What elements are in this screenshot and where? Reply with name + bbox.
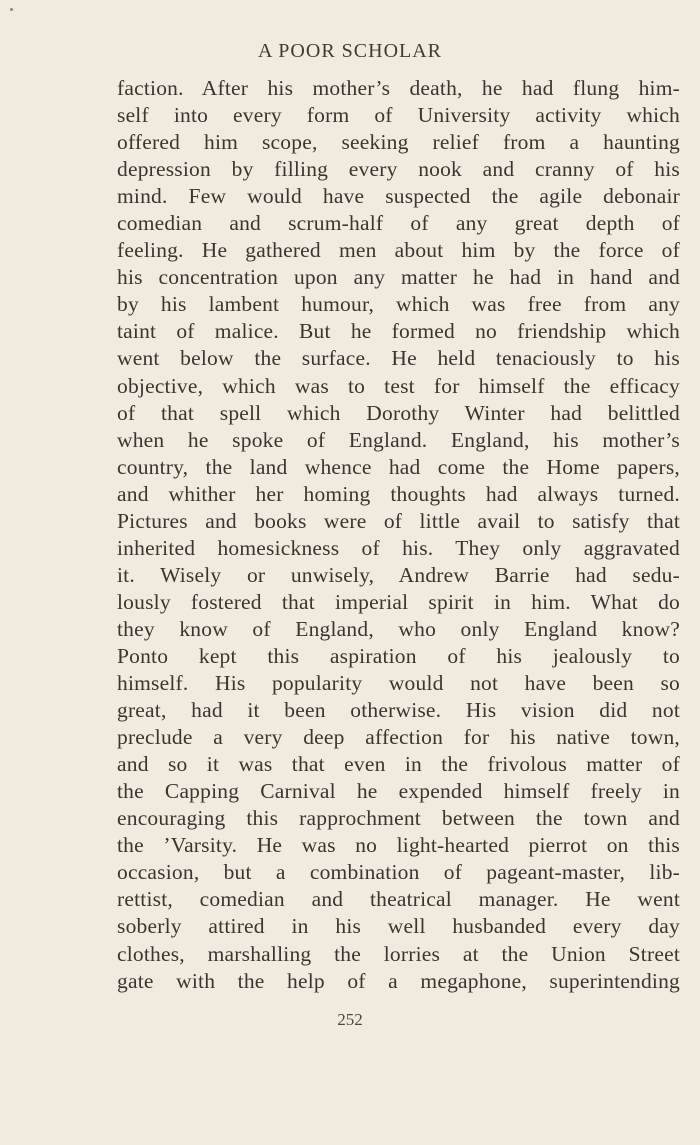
page-number: 252	[337, 1010, 363, 1029]
text-line: faction. After his mother’s death, he had flung him-	[117, 76, 680, 100]
text-line: occasion, but a combination of pageant-master, lib-	[117, 860, 680, 885]
text-line: of that spell which Dorothy Winter had belittled	[117, 400, 680, 425]
text-line: and whither her homing thoughts had always turned.	[117, 481, 680, 506]
text-line: and so it was that even in the frivolous matter of	[117, 752, 680, 777]
text-line: preclude a very deep affection for his native town,	[117, 725, 680, 750]
text-line: it. Wisely or unwisely, Andrew Barrie had sedu-	[117, 562, 680, 587]
text-line: by his lambent humour, which was free from any	[117, 292, 680, 317]
text-line: great, had it been otherwise. His vision did not	[117, 698, 680, 723]
text-line: gate with the help of a megaphone, superintending	[117, 968, 680, 993]
text-line: lously fostered that imperial spirit in him. What do	[117, 589, 680, 614]
text-line: self into every form of University activity which	[117, 103, 680, 128]
running-head: A POOR SCHOLAR	[257, 40, 443, 62]
text-line: encouraging this rapprochment between the town and	[117, 806, 680, 831]
text-line: Ponto kept this aspiration of his jealously to	[117, 643, 680, 668]
text-line: soberly attired in his well husbanded every day	[117, 914, 680, 939]
text-line: the Capping Carnival he expended himself freely in	[117, 779, 680, 804]
body-text	[117, 75, 680, 995]
text-line: comedian and scrum-half of any great depth of	[117, 211, 680, 236]
text-line: feeling. He gathered men about him by the force of	[117, 238, 680, 263]
text-line: objective, which was to test for himself the efficacy	[117, 373, 680, 398]
text-line: his concentration upon any matter he had in hand and	[117, 265, 680, 290]
text-line: when he spoke of England. England, his mother’s	[117, 427, 680, 452]
text-line: inherited homesickness of his. They only aggravated	[117, 535, 680, 560]
text-line: himself. His popularity would not have been so	[117, 671, 680, 696]
text-line: they know of England, who only England know?	[117, 616, 680, 641]
text-line: offered him scope, seeking relief from a haunting	[117, 130, 680, 155]
text-line: the ’Varsity. He was no light-hearted pierrot on this	[117, 833, 680, 858]
text-line: mind. Few would have suspected the agile debonair	[117, 184, 680, 209]
text-line: clothes, marshalling the lorries at the Union Street	[117, 941, 680, 966]
text-line: depression by filling every nook and cranny of his	[117, 157, 680, 182]
text-line: rettist, comedian and theatrical manager. He went	[117, 887, 680, 912]
text-line: taint of malice. But he formed no friendship which	[117, 319, 680, 344]
paper-speck	[10, 8, 13, 11]
text-line: country, the land whence had come the Home papers,	[117, 454, 680, 479]
text-line: Pictures and books were of little avail to satisfy that	[117, 508, 680, 533]
text-line: went below the surface. He held tenaciously to his	[117, 346, 680, 371]
